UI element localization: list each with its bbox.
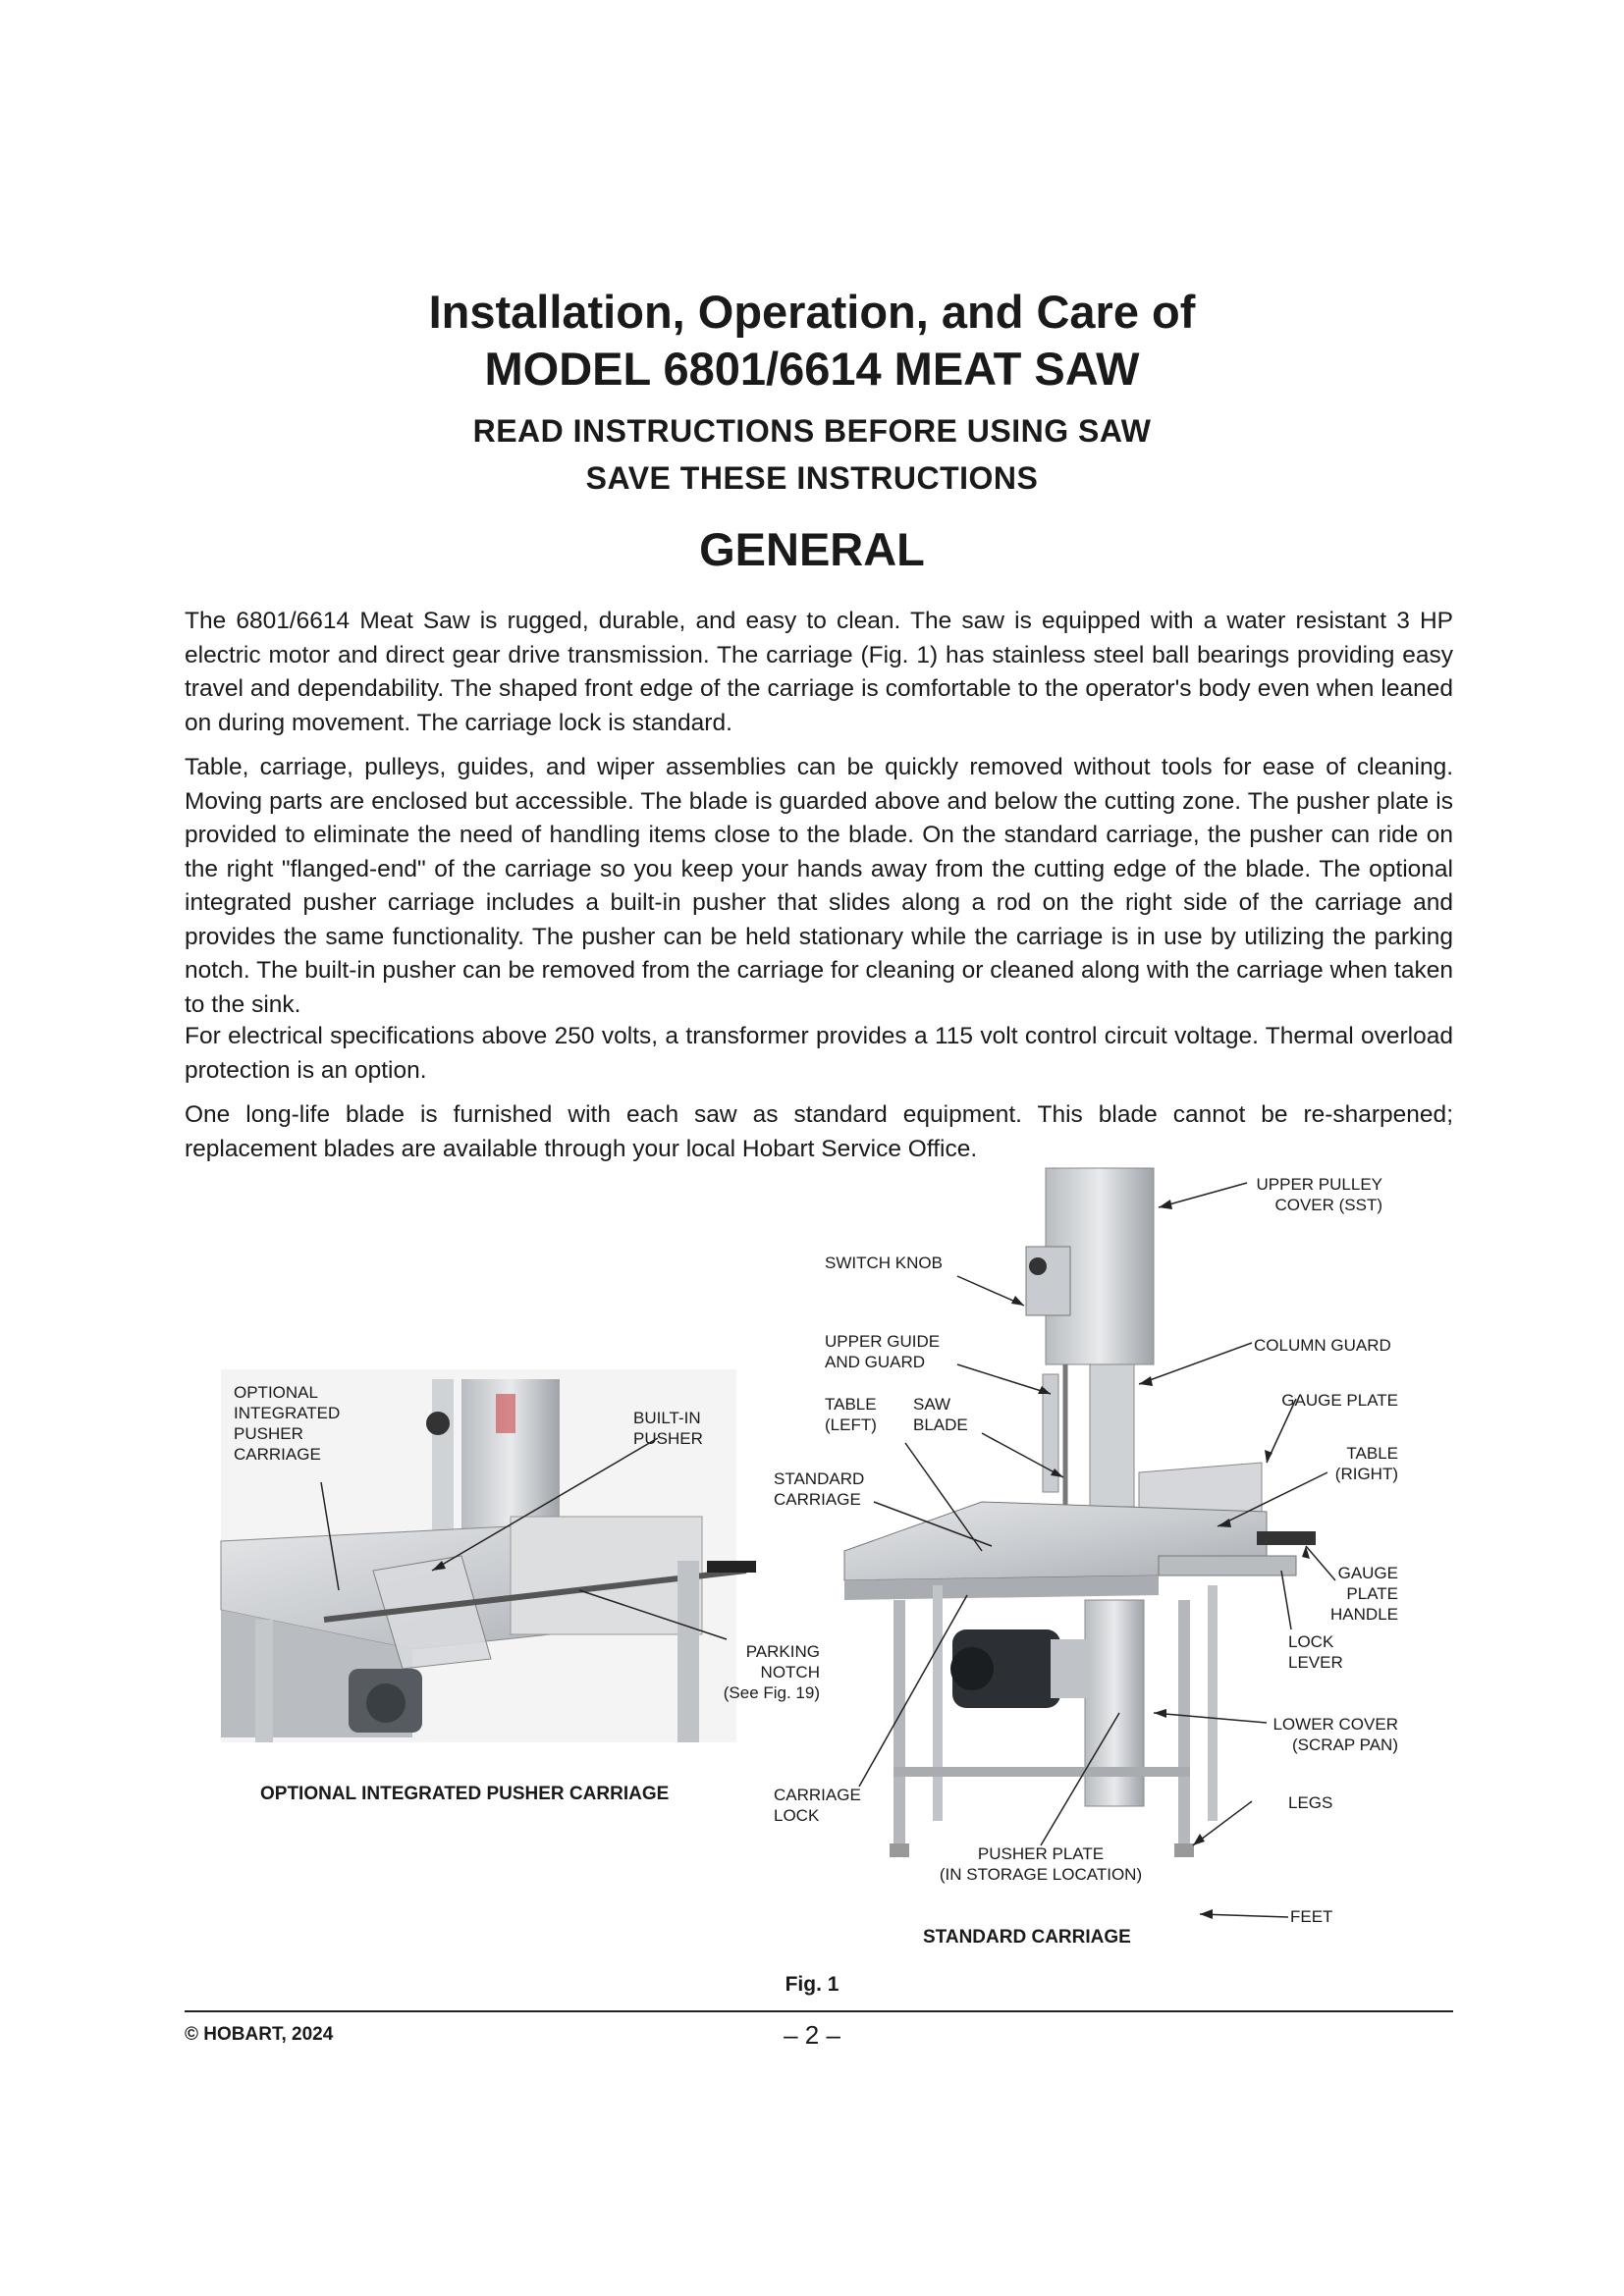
label-parking-notch: PARKING NOTCH (See Fig. 19): [723, 1642, 820, 1702]
paragraph-1: The 6801/6614 Meat Saw is rugged, durable, and easy to clean. The saw is equipped with a water resistant 3 HP electric motor and direct gear drive transmission. The carriage (Fig. 1) has stainless steel ball bearings providing easy travel and dependability. The shaped front edge of the carriage is comfortable to the operator's body even when leaned on during movement. The carriage lock is standard.: [185, 608, 1453, 736]
label-lower-cover: LOWER COVER (SCRAP PAN): [1272, 1715, 1398, 1754]
paragraph-3: For electrical specifications above 250 volts, a transformer provides a 115 volt control circuit voltage. Thermal overload protection is an option.: [185, 1023, 1453, 1084]
label-gauge-plate: GAUGE PLATE: [1281, 1391, 1398, 1410]
label-built-in-pusher: BUILT-IN PUSHER: [633, 1409, 703, 1448]
paragraph-2: Table, carriage, pulleys, guides, and wiper assemblies can be quickly removed without tools for ease of cleaning. Moving parts are enclosed but accessible. The blade is guarded above and below the cutting zone. The pusher plate is provided to eliminate the need of handling items close to the blade. On the standard carriage, the pusher can ride on the right "flanged-end" of the carriage so you keep your hands away from the cutting edge of the blade. The optional integrated pusher carriage includes a built-in pusher that slides along a rod on the right side of the carriage and provides the same functionality. The pusher can be held stationary while the carriage is in use by utilizing the parking notch. The built-in pusher can be removed from the carriage for cleaning or cleaned along with the carriage when taken to the sink.: [185, 754, 1453, 1018]
label-table-right: TABLE (RIGHT): [1334, 1444, 1398, 1483]
label-lock-lever: LOCK LEVER: [1288, 1632, 1343, 1672]
label-saw-blade: SAW BLADE: [913, 1395, 968, 1434]
label-table-left: TABLE (LEFT): [825, 1395, 877, 1434]
label-optional-integrated-pusher-carriage: OPTIONAL INTEGRATED PUSHER CARRIAGE: [234, 1383, 341, 1464]
label-upper-guide-and-guard: UPPER GUIDE AND GUARD: [825, 1332, 941, 1371]
label-pusher-plate: PUSHER PLATE (IN STORAGE LOCATION): [939, 1844, 1143, 1884]
section-heading: GENERAL: [699, 523, 925, 575]
title-line-2: MODEL 6801/6614 MEAT SAW: [484, 343, 1140, 395]
caption-optional-integrated-pusher-carriage: OPTIONAL INTEGRATED PUSHER CARRIAGE: [260, 1784, 670, 1804]
label-column-guard: COLUMN GUARD: [1254, 1336, 1391, 1355]
subtitle-save-instructions: SAVE THESE INSTRUCTIONS: [585, 460, 1039, 496]
label-legs: LEGS: [1288, 1793, 1333, 1812]
label-carriage-lock: CARRIAGE LOCK: [774, 1786, 861, 1825]
label-upper-pulley-cover: UPPER PULLEY COVER (SST): [1256, 1175, 1382, 1214]
caption-standard-carriage: STANDARD CARRIAGE: [923, 1927, 1131, 1948]
label-standard-carriage: STANDARD CARRIAGE: [774, 1469, 865, 1509]
page-number: – 2 –: [784, 2020, 840, 2050]
title-line-1: Installation, Operation, and Care of: [428, 286, 1196, 338]
label-gauge-plate-handle: GAUGE PLATE HANDLE: [1330, 1564, 1398, 1624]
footer-rule: [185, 2010, 1453, 2012]
copyright: © HOBART, 2024: [185, 2024, 334, 2045]
subtitle-read-instructions: READ INSTRUCTIONS BEFORE USING SAW: [472, 413, 1152, 449]
figure-number: Fig. 1: [785, 1973, 839, 1996]
paragraph-4: One long-life blade is furnished with each saw as standard equipment. This blade cannot be re-sharpened; replacement blades are available through your local Hobart Service Office.: [185, 1101, 1453, 1162]
label-feet: FEET: [1290, 1907, 1333, 1926]
label-switch-knob: SWITCH KNOB: [825, 1254, 943, 1272]
